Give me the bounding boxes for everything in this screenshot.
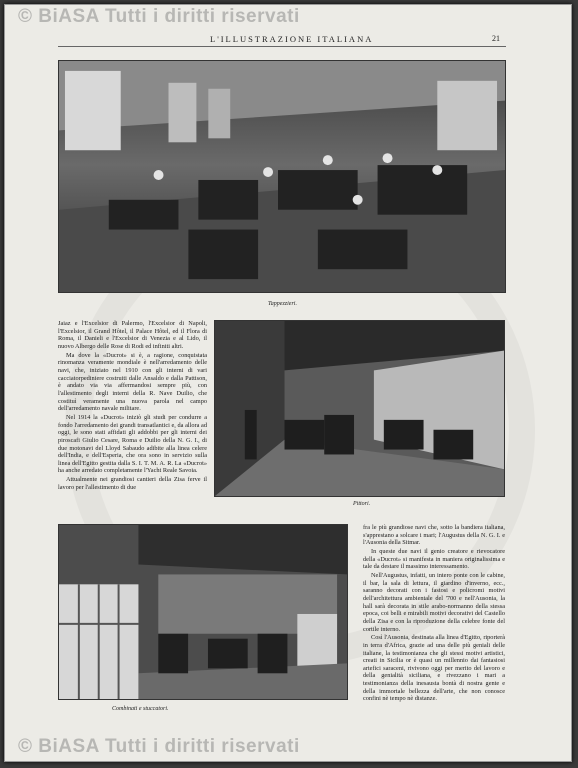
paragraph: Nell'Augustus, infatti, un intero ponte con le cabine, il bar, la sala di lettura, il giardino d'inverno, ecc., saranno decorati con i fastosi e policromi motivi dell'architettura ambientale del '700 e nell'Ausonia, la hall sarà decorata in stile arabo-normanno della stessa epoca, coi belli e mirabili motivi decorativi del Castello della Zisa e con la riproduzione della celebre fonte del cortile interno. [363, 571, 505, 633]
paragraph: Jaiaz e l'Excelsior di Palermo, l'Excelsior di Napoli, l'Excelsior, il Grand Hôtel, il Palace Hôtel, ed il Flora di Roma, il Danieli e l'Excelsior di Venezia e al Lido, il nuovo Albergo delle Rose di Rodi ed infiniti altri. [58, 320, 207, 350]
caption-upholsterers: Tappezzieri. [268, 301, 297, 307]
paragraph: In queste due navi il genio creatore e rievocatore della «Ducrot» si manifesta in maniera originalissima e tale da destare il massimo interessamento. [363, 547, 505, 571]
photo-upholsterers [58, 60, 506, 293]
copyright-watermark-bottom: © BiASA Tutti i diritti riservati [18, 736, 300, 757]
photo-cabinetmakers [58, 524, 348, 700]
caption-cabinetmakers: Combinati e stuccatori. [112, 706, 169, 712]
header-rule [58, 46, 506, 47]
caption-painters: Pittori. [353, 501, 371, 507]
text-column-left [58, 320, 207, 516]
text-column-right [363, 524, 505, 720]
paragraph: Così l'Ausonia, destinata alla linea d'Egitto, riporterà in terra d'Africa, grazie ad una delle più geniali delle italiane, la testimonianza che gli stessi motivi artistici, creati in Sicilia or è quasi un millennio dai fantasiosi artefici saraceni, rivivono oggi per merito del lavoro e della genialità siciliana, e rivezzano i mari a testimonianza della inesausta bontà di nostra gente e della immortale bellezza dell'arte, che non conosce confini nè tempo nè distanze. [363, 634, 505, 703]
paragraph: Nel 1914 la «Ducrot» iniziò gli studi per condurre a fondo l'arredamento dei grandi transatlantici e, da allora ad oggi, le sono stati affidati gli addobbi per gli interni dei piroscafi Giulio Cesare, Roma e Duilio della N. G. I., di due motonavi del Lloyd Sabaudo adibite alla linea celere dell'India, e dell'Esperia, che ora sono in servizio sulla linea dell'Egitto gestita dalla S. I. T. M. A. R. La «Ducrot» ha anche arredato completamente l'Yacht Reale Savoia. [58, 413, 207, 475]
photo-painters [214, 320, 505, 497]
running-title: L'ILLUSTRAZIONE ITALIANA [210, 34, 374, 44]
paragraph: fra le più grandiose navi che, sotto la bandiera italiana, s'apprestano a solcare i mari; l'Augustus della N. G. I. e l'Ausonia della Sitmar. [363, 524, 505, 547]
paragraph: Ma dove la «Ducrot» si è, a ragione, conquistata rinomanza veramente mondiale è nell'arredamento delle navi, che, iniziato nel 1910 con gli interni di vari cacciatorpediniere costruiti dalle Ansaldo e dalla Pattison, è andato via via affermandosi sempre più, con l'allestimento degli interni della R. Nave Duilio, che costituì veramente una nuova parola nel campo dell'arredamento navale militare. [58, 351, 207, 413]
copyright-watermark-top: © BiASA Tutti i diritti riservati [18, 6, 300, 27]
page-number: 21 [492, 34, 500, 43]
paragraph: Attualmente nei grandiosi cantieri della Zisa ferve il lavoro per l'allestimento di due [58, 476, 207, 491]
